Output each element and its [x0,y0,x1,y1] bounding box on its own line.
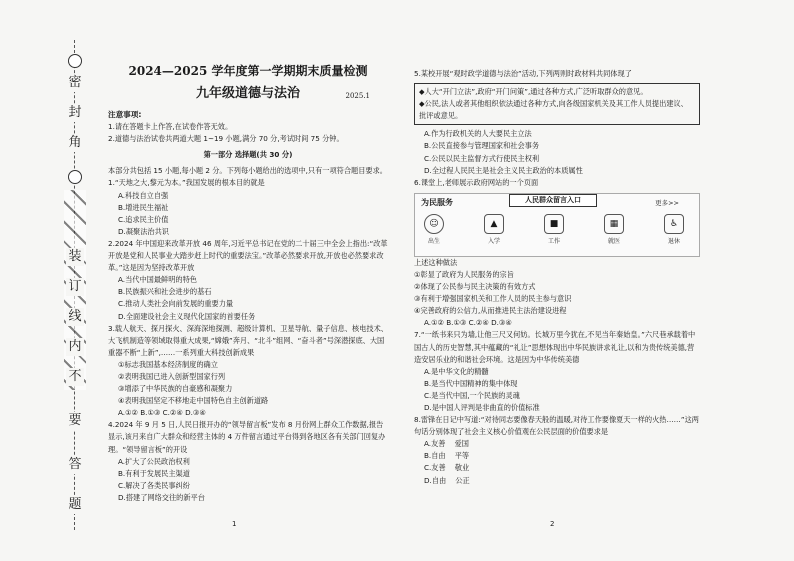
question-option: C.推动人类社会向前发展的重要力量 [118,299,234,309]
question-option: B.有利于发展民主渠道 [118,468,190,478]
question-option: D.是中国人评判是非曲直的价值标准 [424,402,540,412]
service-label: 退休 [667,237,680,245]
binding-char: 角 [66,134,84,152]
service-medical [601,214,627,248]
question-option [424,438,700,450]
binding-char: 密 [66,74,84,92]
elder-icon: ♿ [664,214,684,234]
question-option: C.公民以民主监督方式行使民主权利 [424,153,540,163]
question-stem: 3.载人航天、探月探火、深海深地探测、超级计算机、卫星导航、量子信息、核电技术、大飞机制造等领域取得重大成果,“嫦娥”奔月、“北斗”组网、“奋斗者”号深潜探底、大国重器不断“上新”,……一系列重大科技创新成果 [108,323,388,357]
portal-heading: 为民服务 [421,197,453,207]
option-b: 敬业 [454,463,470,473]
binding-char: 内 [66,338,84,356]
binding-char: 答 [66,456,84,474]
material-box [414,83,700,125]
binding-hole [68,170,82,184]
briefcase-icon: ■ [544,214,564,234]
question-option: A.科技自立自强 [118,190,169,200]
question-stem: 8.雷锋在日记中写道:“对待同志要像春天般的温暖,对待工作要像夏天一样的火热……”这两句话分别体现了社会主义核心价值观在公民层面的价值要求是 [414,415,699,437]
exam-subject [108,86,388,101]
question-option: D.全过程人民民主是社会主义民主政治的本质属性 [424,165,583,175]
question-option [424,475,700,487]
statement-line: 上述这种做法 [414,257,458,267]
question-stem: 4.2024 年 9 月 5 日,人民日报开办的“领导留言板”发布 8 月份网上群众工作数据,报告显示,该月来自广大群众和经营主体的 4 万件留言通过平台得到各地区各有关部门回复办理。“领导留言板”的开设 [108,420,386,454]
question-option [424,450,700,462]
question-option: B.增进民生福祉 [118,202,169,212]
binding-char: 题 [66,496,84,514]
question-option: ②表明我国已进入创新型国家行列 [118,371,226,381]
binding-char: 装 [66,248,84,266]
statement-line: ③有利于增强国家机关和工作人员的民主参与意识 [414,294,572,304]
exam-date: 2025.1 [345,92,370,100]
portal-service-icons [421,214,687,248]
question-stem: 6.课堂上,老师展示政府网站的一个页面 [414,177,539,187]
page-left [108,64,388,504]
question-stem: 1.“天地之大,黎元为本。”我国发展的根本目的就是 [108,178,265,188]
statement-line: ④完善政府的公信力,从而推进民主法治建设进程 [414,306,567,316]
option-b: 爱国 [454,439,469,449]
section-intro: 本部分共包括 15 小题,每小题 2 分。下列每小题给出的选项中,只有一项符合题目要求。 [108,166,387,176]
option-a: A.友善 [424,439,446,449]
service-label: 就医 [607,237,620,245]
service-work [541,214,567,248]
question-option: ③增添了中华民族的自豪感和凝聚力 [118,384,233,394]
option-b: 公正 [455,475,470,485]
question-stem: 7.“一纸书来只为墙,让他三尺又何妨。长城万里今犹在,不见当年秦始皇。”六尺巷承载着中国古人的历史智慧,其中蕴藏的“礼让”思想体现出中华民族讲求礼让,以和为贵传统美德,营造安居乐业的和谐社会环境。这是因为中华传统美德 [414,330,696,364]
option-a: C.友善 [424,463,446,473]
service-school [481,214,507,248]
hospital-icon: ▦ [604,214,624,234]
exam-title: 2024—2025 学年度第一学期期末质量检测 [128,64,368,78]
question-option: A.是中华文化的精髓 [424,366,489,376]
question-option: B.公民直接参与管理国家和社会事务 [424,141,540,151]
question-option [424,462,700,474]
smile-icon: ☺ [424,214,444,234]
question-option: A.当代中国最鲜明的特色 [118,275,197,285]
binding-hole [68,54,82,68]
graduation-cap-icon: ▲ [484,214,504,234]
subject-label: 九年级道德与法治 [195,86,300,101]
binding-strip [58,40,94,530]
question-option: ④表明我国坚定不移地走中国特色自主创新道路 [118,396,269,406]
question-option: A.作为行政机关的人大要民主立法 [424,129,532,139]
section-heading: 第一部分 选择题(共 30 分) [203,150,293,160]
option-a: D.自由 [424,475,447,485]
service-label: 入学 [487,237,500,245]
service-label: 工作 [547,237,560,245]
page-number-left: 1 [232,520,237,528]
gov-portal-figure [414,193,700,257]
material-line: ◆公民,法人或者其他组织依法通过各种方式,向各级国家机关及其工作人员提出建议、批评或意见。 [419,99,688,121]
question-option: C.是当代中国,一个民族的灵魂 [424,390,520,400]
notes-title: 注意事项: [108,110,142,119]
question-option: D.凝聚法治共识 [118,226,169,236]
note-line: 1.请在答题卡上作答,在试卷作答无效。 [108,122,233,132]
question-option: C.追求民主价值 [118,214,169,224]
page-number-right: 2 [550,520,555,528]
question-option: B.是当代中国精神的集中体现 [424,378,518,388]
question-choices: A.①② B.①③ C.②④ D.③④ [118,408,206,418]
binding-char: 要 [66,412,84,430]
service-birth [421,214,447,248]
question-stem: 2.2024 年中国迎来改革开放 46 周年,习近平总书记在党的二十届三中全会上指出:“改革开放是党和人民事业大踏步赶上时代的重要法宝。”改革必然要求开放,开放也必然要求改革。”这是因为坚持改革开放 [108,238,388,273]
question-choices: A.①② B.①③ C.②④ D.③④ [424,318,512,328]
service-label: 出生 [427,237,440,245]
page-right [414,68,700,487]
question-option: ①标志我国基本经济制度的确立 [118,359,218,369]
material-line: ◆人大“开门立法”,政府“开门问策”,通过各种方式,广泛听取群众的意见。 [419,87,648,97]
portal-more-link: 更多>> [655,198,679,207]
question-stem: 5.某校开展“观时政学道德与法治”活动,下列两则时政材料共同体现了 [414,69,632,78]
statement-line: ①彰显了政府为人民服务的宗旨 [414,269,514,279]
note-line: 2.道德与法治试卷共两道大题 1~19 小题,满分 70 分,考试时间 75 分钟。 [108,134,344,144]
binding-char: 订 [66,278,84,296]
message-entry-box: 人民群众留言入口 [509,194,597,207]
question-option: A.扩大了公民政治权利 [118,456,190,466]
question-option: D.搭建了网络交往的新平台 [118,492,205,502]
binding-char: 线 [66,308,84,326]
option-a: B.自由 [424,451,446,461]
question-option: B.民族振兴和社会进步的基石 [118,287,212,297]
statement-line: ②体现了公民参与民主决策的有效方式 [414,282,536,292]
question-option: D.全面建设社会主义现代化国家的首要任务 [118,311,256,321]
question-option: C.解决了各类民事纠纷 [118,480,190,490]
binding-char: 封 [66,104,84,122]
service-retire [661,214,687,248]
option-b: 平等 [454,451,470,461]
binding-char: 不 [66,368,84,386]
